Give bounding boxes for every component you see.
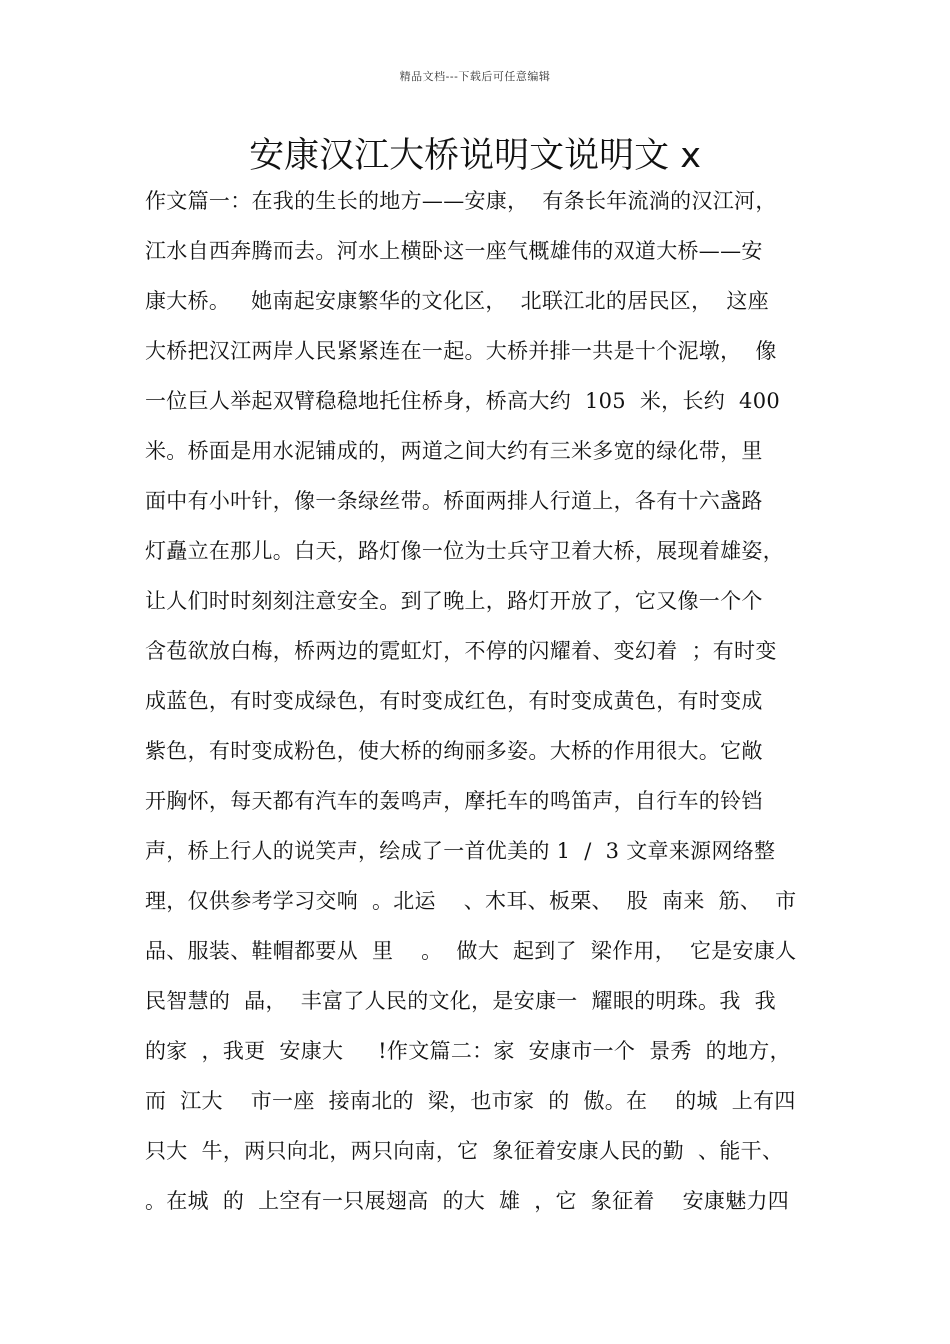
body-line: 理，仅供参考学习交响 。北运 、木耳、板栗、 股 南来 筋、 市 (145, 889, 797, 913)
document-title: 安康汉江大桥说明文说明文 x (249, 136, 701, 176)
body-line: 大桥把汉江两岸人民紧紧连在一起。大桥并排一共是十个泥墩， 像 (145, 339, 777, 363)
body-line: 含苞欲放白梅，桥两边的霓虹灯，不停的闪耀着、变幻着 ；有时变 (145, 639, 777, 663)
body-line: 面中有小叶针，像一条绿丝带。桥面两排人行道上，各有十六盏路 (145, 489, 763, 513)
body-line: 让人们时时刻刻注意安全。到了晚上，路灯开放了，它又像一个个 (145, 589, 763, 613)
body-line: 的家 ，我更 安康大 !作文篇二：家 安康市一个 景秀 的地方， (145, 1039, 791, 1063)
body-line: 一位巨人举起双臂稳稳地托住桥身，桥高大约 105 米，长约 400 (145, 389, 781, 413)
body-line: 而 江大 市一座 接南北的 梁，也市家 的 傲。在 的城 上有四 (145, 1089, 796, 1113)
document-body (145, 180, 825, 1230)
body-line: 成蓝色，有时变成绿色，有时变成红色，有时变成黄色，有时变成 (145, 689, 763, 713)
body-line: 。在城 的 上空有一只展翅高 的大 雄 ，它 象征着 安康魅力四 (145, 1189, 790, 1213)
body-line: 作文篇一：在我的生长的地方——安康， 有条长年流淌的汉江河， (145, 189, 777, 213)
body-line: 开胸怀，每天都有汽车的轰鸣声，摩托车的鸣笛声，自行车的铃铛 (145, 789, 763, 813)
body-line: 米。桥面是用水泥铺成的，两道之间大约有三米多宽的绿化带，里 (145, 439, 763, 463)
body-line: 只大 牛，两只向北，两只向南，它 象征着安康人民的勤 、能干、 (145, 1139, 784, 1163)
header-note: 精品文档---下载后可任意编辑 (399, 70, 551, 83)
body-line: 品、服装、鞋帽都要从 里 。 做大 起到了 梁作用， 它是安康人 (145, 939, 797, 963)
body-line: 紫色，有时变成粉色，使大桥的绚丽多姿。大桥的作用很大。它敞 (145, 739, 763, 763)
body-line: 江水自西奔腾而去。河水上横卧这一座气概雄伟的双道大桥——安 (145, 239, 763, 263)
body-line: 声，桥上行人的说笑声，绘成了一首优美的 1 / 3 文章来源网络整 (145, 839, 776, 863)
body-line: 民智慧的 晶， 丰富了人民的文化，是安康一 耀眼的明珠。我 我 (145, 989, 776, 1013)
body-line: 灯矗立在那儿。白天，路灯像一位为士兵守卫着大桥，展现着雄姿， (145, 539, 784, 563)
body-line: 康大桥。 她南起安康繁华的文化区， 北联江北的居民区， 这座 (145, 289, 769, 313)
